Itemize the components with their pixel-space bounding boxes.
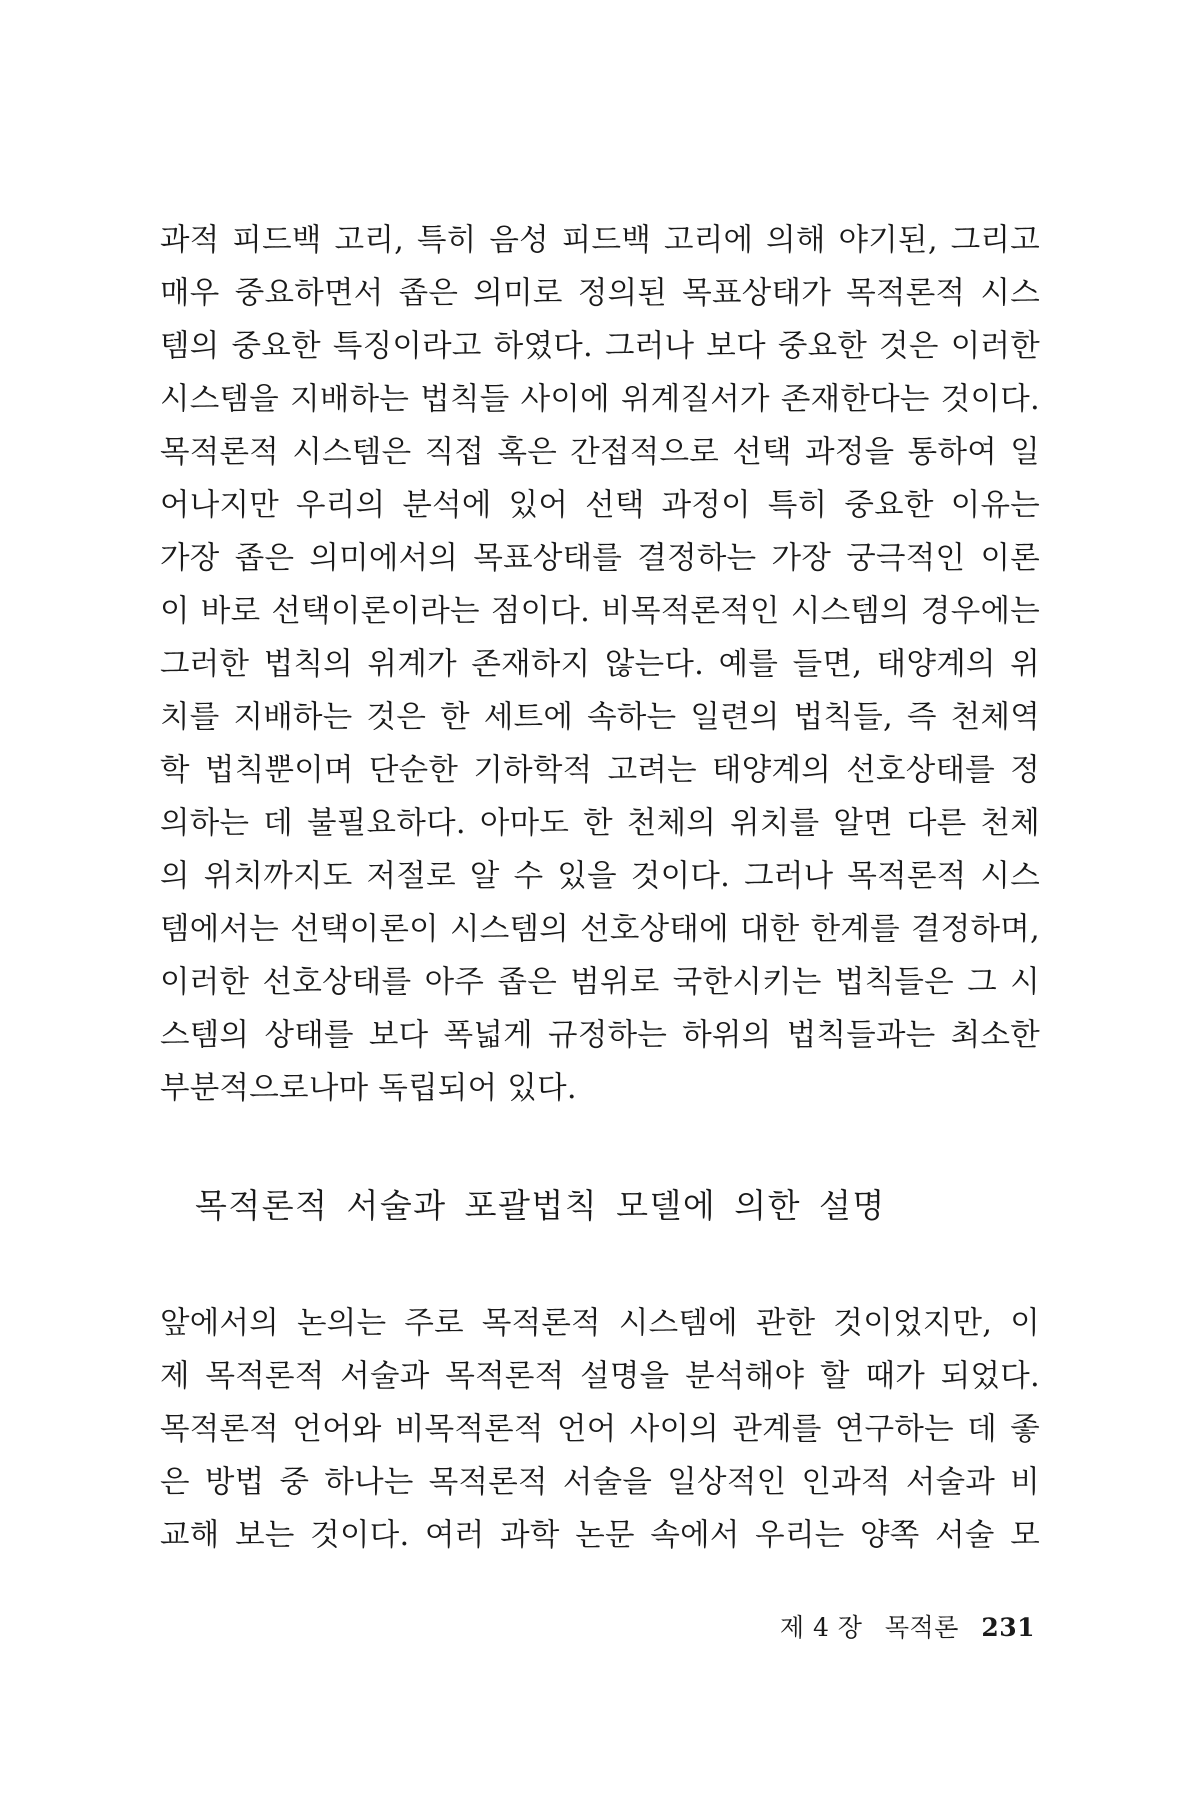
text-line: 의하는 데 불필요하다. 아마도 한 천체의 위치를 알면 다른 천체 (160, 806, 1040, 841)
page-number: 231 (981, 1613, 1035, 1642)
text-line: 부분적으로나마 독립되어 있다. (160, 1071, 577, 1106)
running-footer (780, 1608, 1035, 1644)
footer-chapter: 제 4 장 (779, 1613, 863, 1642)
text-line: 시스템을 지배하는 법칙들 사이에 위계질서가 존재한다는 것이다. (160, 382, 1040, 417)
text-line: 그러한 법칙의 위계가 존재하지 않는다. 예를 들면, 태양계의 위 (160, 647, 1040, 682)
text-line: 교해 보는 것이다. 여러 과학 논문 속에서 우리는 양쪽 서술 모 (160, 1518, 1040, 1553)
section-heading: 목적론적 서술과 포괄법칙 모델에 의한 설명 (195, 1186, 886, 1225)
footer-chapter-title: 목적론 (884, 1613, 959, 1642)
text-line: 어나지만 우리의 분석에 있어 선택 과정이 특히 중요한 이유는 (160, 488, 1040, 523)
text-line: 치를 지배하는 것은 한 세트에 속하는 일련의 법칙들, 즉 천체역 (160, 700, 1040, 735)
text-line: 제 목적론적 서술과 목적론적 설명을 분석해야 할 때가 되었다. (160, 1359, 1040, 1394)
text-line: 학 법칙뿐이며 단순한 기하학적 고려는 태양계의 선호상태를 정 (160, 753, 1040, 788)
text-line: 템의 중요한 특징이라고 하였다. 그러나 보다 중요한 것은 이러한 (160, 329, 1040, 364)
body-paragraph-1 (160, 214, 1040, 1115)
text-line: 은 방법 중 하나는 목적론적 서술을 일상적인 인과적 서술과 비 (160, 1465, 1040, 1500)
text-line: 목적론적 시스템은 직접 혹은 간접적으로 선택 과정을 통하여 일 (160, 435, 1040, 470)
text-line: 목적론적 언어와 비목적론적 언어 사이의 관계를 연구하는 데 좋 (160, 1412, 1040, 1447)
text-line: 앞에서의 논의는 주로 목적론적 시스템에 관한 것이었지만, 이 (160, 1306, 1040, 1341)
text-line: 이 바로 선택이론이라는 점이다. 비목적론적인 시스템의 경우에는 (160, 594, 1040, 629)
text-line: 의 위치까지도 저절로 알 수 있을 것이다. 그러나 목적론적 시스 (160, 859, 1040, 894)
text-line: 스템의 상태를 보다 폭넓게 규정하는 하위의 법칙들과는 최소한 (160, 1018, 1040, 1053)
body-paragraph-2 (160, 1297, 1040, 1562)
text-line: 가장 좁은 의미에서의 목표상태를 결정하는 가장 궁극적인 이론 (160, 541, 1040, 576)
text-line: 템에서는 선택이론이 시스템의 선호상태에 대한 한계를 결정하며, (160, 912, 1040, 947)
text-line: 과적 피드백 고리, 특히 음성 피드백 고리에 의해 야기된, 그리고 (160, 223, 1040, 258)
text-line: 이러한 선호상태를 아주 좁은 범위로 국한시키는 법칙들은 그 시 (160, 965, 1040, 1000)
text-line: 매우 중요하면서 좁은 의미로 정의된 목표상태가 목적론적 시스 (160, 276, 1040, 311)
